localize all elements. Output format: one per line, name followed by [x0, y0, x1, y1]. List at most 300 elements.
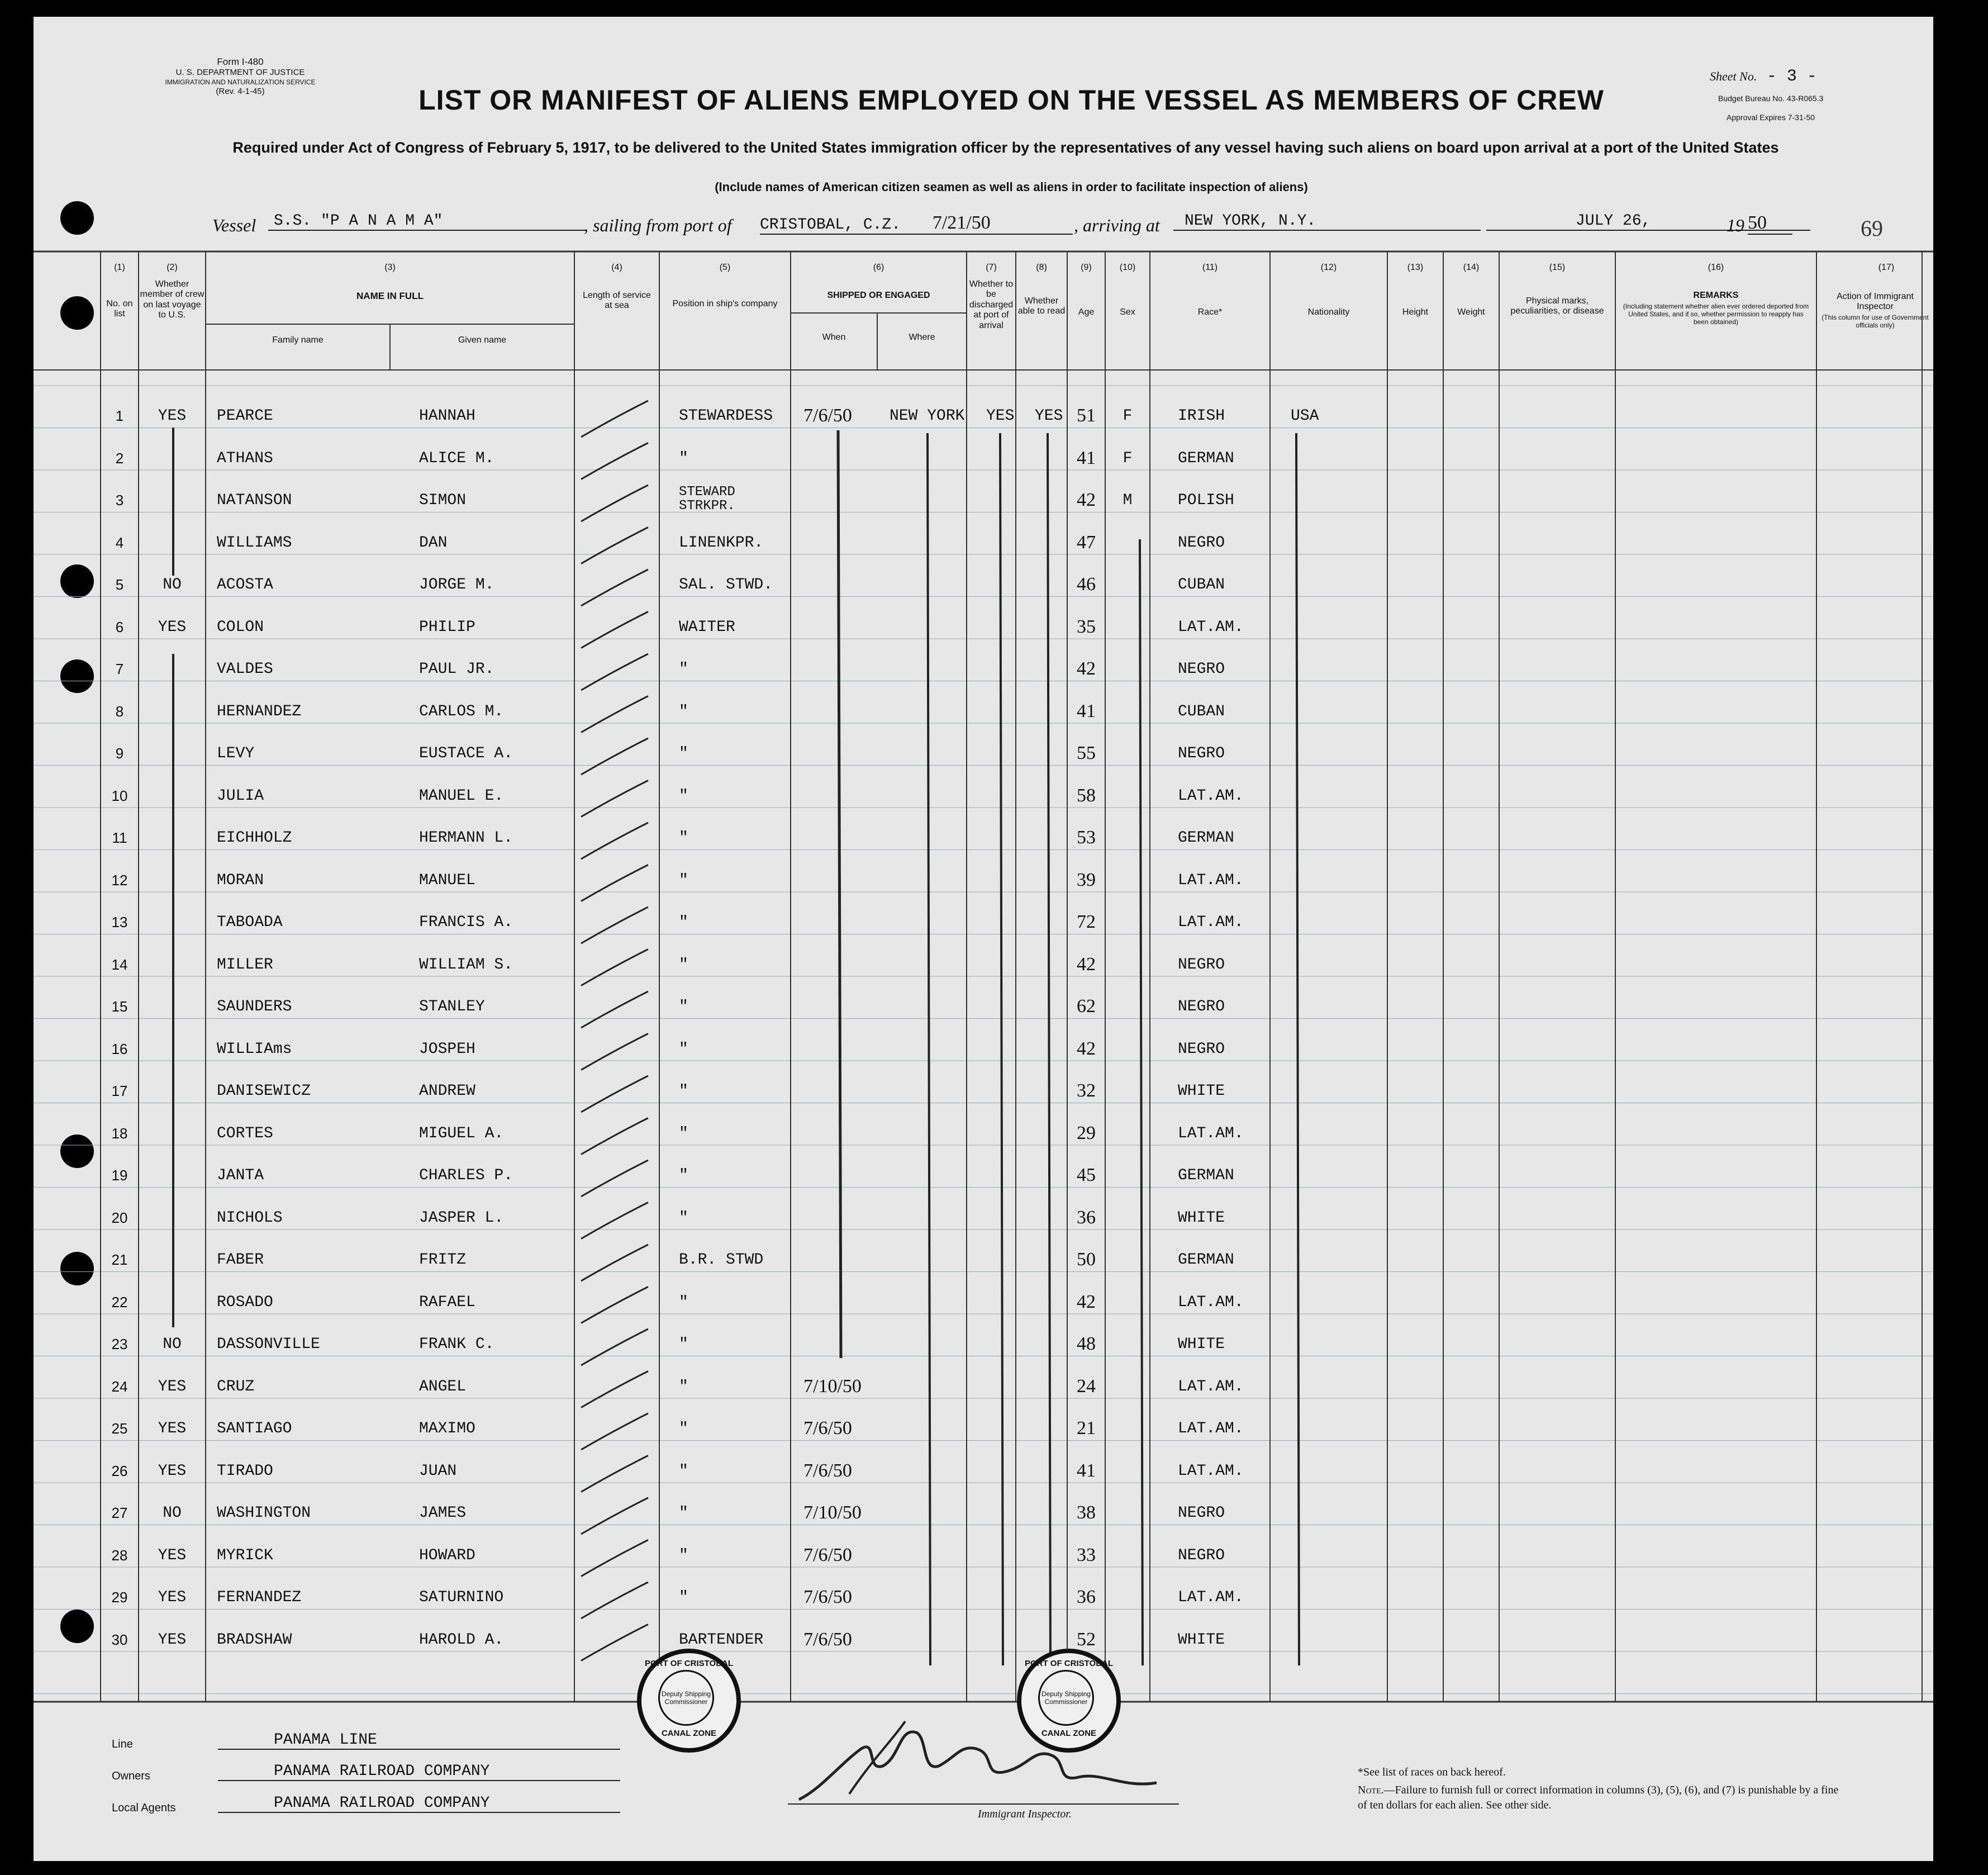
pen-stroke — [581, 401, 648, 437]
col5-number: (5) — [719, 263, 731, 272]
cell-no: 15 — [111, 998, 128, 1015]
cell-given: HANNAH — [419, 407, 475, 425]
cell-position: " — [679, 1124, 688, 1142]
col15-number: (15) — [1549, 263, 1566, 272]
col16-subheader: (Including statement whether alien ever ordered deported from United States, and if so, whether permission to reapply has been obtained) — [1623, 302, 1809, 326]
sheet-label: Sheet No. — [1710, 69, 1757, 83]
cell-position: " — [679, 661, 688, 678]
pen-stroke — [1000, 433, 1003, 1665]
col8-number: (8) — [1036, 263, 1047, 272]
cell-age: 36 — [1077, 1587, 1096, 1607]
cell-family: LEVY — [217, 745, 255, 762]
port-stamp — [637, 1649, 741, 1753]
form-service: IMMIGRATION AND NATURALIZATION SERVICE — [165, 78, 316, 86]
cell-race: NEGRO — [1178, 956, 1225, 974]
cell-given: ALICE M. — [419, 449, 494, 467]
cell-position: B.R. STWD — [679, 1251, 764, 1269]
cell-no: 18 — [111, 1124, 128, 1142]
col3-given-header: Given name — [458, 335, 507, 345]
cell-when: 7/6/50 — [803, 1587, 852, 1607]
pen-stroke — [581, 1160, 648, 1197]
cell-race: NEGRO — [1178, 661, 1225, 678]
cell-last: YES — [158, 1420, 187, 1437]
pen-stroke — [581, 1625, 648, 1661]
sheet-value: - 3 - — [1766, 67, 1817, 86]
cell-last: YES — [158, 1589, 187, 1606]
cell-position: STEWARDESS — [679, 407, 773, 425]
col6-number: (6) — [873, 263, 884, 272]
cell-no: 19 — [111, 1167, 128, 1184]
cell-family: WASHINGTON — [217, 1504, 311, 1522]
cell-sex: F — [1123, 407, 1133, 425]
cell-race: LAT.AM. — [1178, 787, 1244, 805]
col8-header: Whether able to read — [1017, 296, 1066, 316]
cell-race: LAT.AM. — [1178, 1420, 1244, 1437]
cell-no: 13 — [111, 914, 128, 931]
cell-position: " — [679, 829, 688, 847]
cell-position: STEWARD STRKPR. — [679, 485, 735, 514]
col11-number: (11) — [1202, 263, 1218, 272]
pen-stroke — [581, 528, 648, 564]
pen-stroke — [581, 1498, 648, 1534]
include-note: (Include names of American citizen seamen as well as aliens in order to facilitate inspection of aliens) — [715, 180, 1308, 194]
cell-given: ANGEL — [419, 1378, 467, 1395]
cell-no: 14 — [111, 956, 128, 973]
stamp-ring-top: PORT OF CRISTOBAL — [644, 1659, 734, 1668]
cell-age: 62 — [1077, 996, 1096, 1017]
cell-where: NEW YORK — [890, 407, 965, 425]
cell-given: JASPER L. — [419, 1209, 504, 1227]
pen-stroke — [581, 738, 648, 775]
footer-agents-value: PANAMA RAILROAD COMPANY — [218, 1795, 620, 1813]
page-mark: 69 — [1861, 216, 1883, 241]
cell-race: LAT.AM. — [1178, 618, 1244, 636]
cell-no: 30 — [111, 1631, 128, 1648]
cell-read: YES — [1035, 407, 1063, 425]
page-title: LIST OR MANIFEST OF ALIENS EMPLOYED ON THE VESSEL AS MEMBERS OF CREW — [418, 84, 1604, 116]
stamp-center: Deputy Shipping Commissioner — [658, 1670, 714, 1726]
arriving-label: , arriving at — [1074, 215, 1160, 235]
cell-family: FERNANDEZ — [217, 1589, 302, 1606]
cell-age: 72 — [1077, 912, 1096, 932]
pen-stroke — [581, 1540, 648, 1577]
cell-when: 7/6/50 — [803, 1544, 852, 1565]
cell-given: MIGUEL A. — [419, 1124, 504, 1142]
cell-sex: F — [1123, 449, 1133, 467]
footer-owners-value: PANAMA RAILROAD COMPANY — [218, 1763, 620, 1781]
cell-race: CUBAN — [1178, 576, 1225, 594]
cell-race: NEGRO — [1178, 1546, 1225, 1564]
cell-family: TABOADA — [217, 914, 283, 931]
col13-number: (13) — [1407, 263, 1424, 272]
cell-position: " — [679, 998, 688, 1015]
col5-header: Position in ship's company — [672, 299, 778, 308]
pen-stroke — [581, 1582, 648, 1618]
cell-last: YES — [158, 1462, 187, 1480]
cell-position: BARTENDER — [679, 1631, 764, 1649]
approval-expires: Approval Expires 7-31-50 — [1727, 113, 1815, 122]
arrival-port: NEW YORK, N.Y. — [1173, 212, 1481, 231]
cell-family: SAUNDERS — [217, 998, 292, 1015]
pen-stroke — [1048, 433, 1050, 1665]
cell-when: 7/6/50 — [803, 1629, 852, 1650]
cell-race: WHITE — [1178, 1083, 1225, 1100]
cell-given: WILLIAM S. — [419, 956, 513, 974]
cell-no: 9 — [115, 745, 124, 762]
cell-given: FRITZ — [419, 1251, 467, 1269]
cell-given: JOSPEH — [419, 1040, 475, 1058]
manifest-sheet — [34, 17, 1933, 1861]
cell-family: ROSADO — [217, 1293, 273, 1311]
col2-number: (2) — [167, 263, 178, 272]
cell-position: " — [679, 1504, 688, 1522]
col6-header: SHIPPED OR ENGAGED — [827, 291, 930, 300]
cell-family: MYRICK — [217, 1546, 273, 1564]
col11-header: Race* — [1197, 307, 1223, 317]
col7-number: (7) — [986, 263, 997, 272]
cell-age: 50 — [1077, 1249, 1096, 1270]
stamp-ring-bottom: CANAL ZONE — [661, 1729, 717, 1738]
cell-position: " — [679, 787, 688, 805]
pen-stroke — [581, 569, 648, 606]
cell-position: " — [679, 914, 688, 931]
cell-age: 58 — [1077, 785, 1096, 806]
cell-race: GERMAN — [1178, 1167, 1234, 1184]
pen-stroke — [581, 485, 648, 521]
cell-race: GERMAN — [1178, 829, 1234, 847]
pen-stroke — [581, 654, 648, 690]
cell-position: " — [679, 1209, 688, 1227]
cell-age: 32 — [1077, 1080, 1096, 1101]
cell-last: YES — [158, 618, 187, 636]
cell-family: WILLIAms — [217, 1040, 292, 1058]
pen-stroke — [581, 1456, 648, 1492]
cell-race: IRISH — [1178, 407, 1225, 425]
col3-family-header: Family name — [272, 335, 324, 345]
cell-family: DANISEWICZ — [217, 1083, 311, 1100]
cell-no: 11 — [112, 829, 127, 846]
fine-note — [1358, 1783, 1849, 1813]
cell-when: 7/6/50 — [803, 405, 852, 426]
pen-stroke — [581, 1118, 648, 1155]
cell-given: FRANCIS A. — [419, 914, 513, 931]
cell-position: " — [679, 1462, 688, 1480]
cell-given: ANDREW — [419, 1083, 475, 1100]
cell-race: LAT.AM. — [1178, 914, 1244, 931]
pen-stroke — [581, 823, 648, 859]
pen-stroke — [581, 1329, 648, 1365]
cell-race: GERMAN — [1178, 449, 1234, 467]
races-note: *See list of races on back hereof. — [1358, 1766, 1506, 1778]
sailing-label: , sailing from port of — [584, 215, 732, 235]
arrival-date: JULY 26, — [1486, 212, 1810, 231]
cell-family: HERNANDEZ — [217, 702, 302, 720]
cell-age: 45 — [1077, 1165, 1096, 1185]
col3-number: (3) — [384, 263, 396, 272]
cell-age: 55 — [1077, 743, 1096, 763]
cell-no: 27 — [111, 1504, 128, 1521]
col12-header: Nationality — [1307, 307, 1350, 317]
cell-given: RAFAEL — [419, 1293, 475, 1311]
cell-given: FRANK C. — [419, 1336, 494, 1353]
cell-race: WHITE — [1178, 1209, 1225, 1227]
cell-when: 7/10/50 — [803, 1375, 862, 1397]
cell-last: NO — [163, 576, 182, 594]
footer-agents-label: Local Agents — [112, 1802, 176, 1814]
cell-last: YES — [158, 1378, 187, 1395]
pen-stroke — [581, 1034, 648, 1070]
cell-race: NEGRO — [1178, 745, 1225, 762]
cell-given: EUSTACE A. — [419, 745, 513, 762]
cell-position: " — [679, 1083, 688, 1100]
cell-age: 24 — [1077, 1375, 1096, 1397]
cell-age: 41 — [1077, 1460, 1096, 1481]
cell-race: LAT.AM. — [1178, 1124, 1244, 1142]
cell-position: " — [679, 1589, 688, 1606]
cell-family: TIRADO — [217, 1462, 273, 1480]
cell-family: EICHHOLZ — [217, 829, 292, 847]
cell-position: WAITER — [679, 618, 735, 636]
cell-age: 35 — [1077, 616, 1096, 637]
cell-last: NO — [163, 1504, 182, 1522]
cell-race: NEGRO — [1178, 998, 1225, 1015]
col6-when-header: When — [822, 333, 846, 342]
cell-family: WILLIAMS — [217, 534, 292, 552]
cell-family: BRADSHAW — [217, 1631, 292, 1649]
cell-position: " — [679, 1167, 688, 1184]
cell-position: " — [679, 956, 688, 974]
cell-race: NEGRO — [1178, 1040, 1225, 1058]
cell-age: 21 — [1077, 1418, 1096, 1439]
cell-race: WHITE — [1178, 1336, 1225, 1353]
stamp-ring-top: PORT OF CRISTOBAL — [1024, 1659, 1114, 1668]
cell-no: 28 — [111, 1546, 128, 1564]
sailing-date: 7/21/50 — [932, 212, 991, 233]
col15-header: Physical marks, peculiarities, or disease — [1510, 296, 1604, 316]
cell-age: 52 — [1077, 1629, 1096, 1650]
cell-when: 7/10/50 — [803, 1502, 862, 1523]
cell-age: 47 — [1077, 531, 1096, 553]
cell-given: CARLOS M. — [419, 702, 504, 720]
sailing-port-name: CRISTOBAL, C.Z. — [760, 216, 901, 234]
cell-when: 7/6/50 — [803, 1460, 852, 1481]
cell-age: 42 — [1077, 1291, 1096, 1312]
col17-header: Action of Immigrant Inspector — [1837, 292, 1914, 312]
cell-race: LAT.AM. — [1178, 1378, 1244, 1395]
cell-position: " — [679, 1420, 688, 1437]
cell-given: JAMES — [419, 1504, 467, 1522]
cell-last: NO — [163, 1336, 182, 1353]
cell-given: HOWARD — [419, 1546, 475, 1564]
cell-race: NEGRO — [1178, 534, 1225, 552]
pen-stroke — [581, 950, 648, 986]
cell-given: SATURNINO — [419, 1589, 504, 1606]
cell-family: JANTA — [217, 1167, 264, 1184]
cell-race: LAT.AM. — [1178, 1293, 1244, 1311]
form-department: U. S. DEPARTMENT OF JUSTICE — [175, 68, 305, 78]
cell-family: DASSONVILLE — [217, 1336, 320, 1353]
pen-stroke — [581, 1203, 648, 1239]
pen-stroke — [581, 696, 648, 733]
col12-number: (12) — [1320, 263, 1337, 272]
cell-given: JUAN — [419, 1462, 457, 1480]
cell-given: DAN — [419, 534, 448, 552]
cell-position: " — [679, 871, 688, 889]
cell-family: SANTIAGO — [217, 1420, 292, 1437]
cell-race: CUBAN — [1178, 702, 1225, 720]
pen-stroke — [581, 1076, 648, 1112]
cell-given: MAXIMO — [419, 1420, 475, 1437]
cell-family: MORAN — [217, 871, 264, 889]
stamp-center: Deputy Shipping Commissioner — [1038, 1670, 1094, 1726]
cell-last: YES — [158, 1631, 187, 1649]
cell-age: 53 — [1077, 827, 1096, 848]
cell-no: 12 — [111, 871, 128, 889]
col1-header: No. on list — [106, 299, 133, 319]
cell-given: MANUEL E. — [419, 787, 504, 805]
cell-race: GERMAN — [1178, 1251, 1234, 1269]
cell-position: " — [679, 1378, 688, 1395]
cell-position: " — [679, 1336, 688, 1353]
cell-family: ATHANS — [217, 449, 273, 467]
col6-where-header: Where — [909, 333, 935, 342]
cell-when: 7/6/50 — [803, 1418, 852, 1439]
cell-given: SIMON — [419, 492, 467, 509]
cell-age: 46 — [1077, 574, 1096, 595]
cell-race: LAT.AM. — [1178, 871, 1244, 889]
cell-no: 17 — [111, 1083, 128, 1099]
cell-no: 29 — [111, 1589, 128, 1606]
col13-header: Height — [1402, 307, 1429, 317]
budget-bureau: Budget Bureau No. 43-R065.3 — [1718, 94, 1824, 103]
col4-number: (4) — [611, 263, 622, 272]
cell-position: " — [679, 702, 688, 720]
cell-position: LINENKPR. — [679, 534, 764, 552]
vessel-label: Vessel — [212, 215, 256, 235]
col10-number: (10) — [1119, 263, 1136, 272]
col3-header: NAME IN FULL — [356, 291, 424, 301]
col2-header: Whether member of crew on last voyage to U.S. — [140, 279, 204, 320]
pen-stroke — [1140, 539, 1143, 1665]
cell-given: JORGE M. — [419, 576, 494, 594]
cell-position: " — [679, 1293, 688, 1311]
col10-header: Sex — [1120, 307, 1135, 317]
cell-position: " — [679, 745, 688, 762]
form-number: Form I-480 — [217, 56, 264, 67]
inspector-label: Immigrant Inspector. — [978, 1808, 1072, 1820]
pen-stroke — [581, 1413, 648, 1450]
cell-no: 4 — [115, 534, 124, 551]
col9-header: Age — [1078, 307, 1095, 317]
handwritten-marks — [34, 17, 1933, 1861]
cell-no: 23 — [111, 1336, 128, 1352]
cell-no: 6 — [115, 618, 124, 635]
vessel-name: S.S. "P A N A M A" — [268, 212, 587, 231]
cell-no: 1 — [115, 407, 124, 424]
col16-number: (16) — [1708, 263, 1724, 272]
cell-position: " — [679, 449, 688, 467]
col16-header: REMARKS — [1693, 291, 1739, 300]
pen-stroke — [581, 612, 648, 648]
cell-race: POLISH — [1178, 492, 1234, 509]
pen-stroke — [581, 1245, 648, 1281]
form-revision: (Rev. 4-1-45) — [216, 87, 265, 96]
cell-age: 51 — [1077, 405, 1096, 426]
col1-number: (1) — [114, 263, 125, 272]
cell-age: 42 — [1077, 658, 1096, 679]
cell-age: 42 — [1077, 490, 1096, 510]
cell-no: 24 — [111, 1378, 128, 1395]
pen-stroke — [581, 1287, 648, 1323]
cell-family: NATANSON — [217, 492, 292, 509]
cell-age: 33 — [1077, 1544, 1096, 1565]
cell-no: 8 — [115, 702, 124, 720]
cell-family: NICHOLS — [217, 1209, 283, 1227]
pen-stroke — [581, 991, 648, 1028]
pen-stroke — [581, 1371, 648, 1408]
cell-age: 42 — [1077, 953, 1096, 975]
cell-given: CHARLES P. — [419, 1167, 513, 1184]
cell-discharged: YES — [986, 407, 1015, 425]
cell-family: PEARCE — [217, 407, 273, 425]
cell-nationality: USA — [1291, 407, 1319, 425]
pen-stroke — [838, 430, 841, 1358]
cell-age: 41 — [1077, 700, 1096, 721]
footer-line-value: PANAMA LINE — [218, 1731, 620, 1750]
pen-stroke — [1296, 433, 1299, 1665]
cell-given: MANUEL — [419, 871, 475, 889]
cell-position: " — [679, 1546, 688, 1564]
cell-given: HERMANN L. — [419, 829, 513, 847]
footer-line-label: Line — [112, 1738, 133, 1750]
cell-family: CORTES — [217, 1124, 273, 1142]
pen-stroke — [581, 781, 648, 817]
col17-subheader: (This column for use of Government officials only) — [1821, 314, 1929, 329]
cell-no: 21 — [111, 1251, 128, 1268]
cell-age: 41 — [1077, 447, 1096, 468]
pen-stroke — [581, 907, 648, 943]
cell-family: MILLER — [217, 956, 273, 974]
footer-owners-label: Owners — [112, 1770, 150, 1782]
col9-number: (9) — [1081, 263, 1092, 272]
cell-no: 3 — [115, 492, 124, 509]
fine-note-text: —Failure to furnish full or correct information in columns (3), (5), (6), and (7) is punishable by a fine of ten dollars for each alien. See other side. — [1358, 1784, 1839, 1811]
cell-race: NEGRO — [1178, 1504, 1225, 1522]
pen-stroke — [581, 443, 648, 480]
pen-stroke — [581, 865, 648, 901]
cell-no: 25 — [111, 1420, 128, 1437]
cell-position: SAL. STWD. — [679, 576, 773, 594]
cell-no: 7 — [115, 661, 124, 677]
cell-age: 38 — [1077, 1502, 1096, 1523]
cell-no: 2 — [115, 449, 124, 467]
cell-family: CRUZ — [217, 1378, 255, 1395]
cell-no: 10 — [111, 787, 128, 804]
cell-age: 48 — [1077, 1333, 1096, 1354]
col4-header: Length of service at sea — [583, 291, 651, 311]
year-prefix: 19 — [1727, 215, 1744, 235]
cell-race: LAT.AM. — [1178, 1462, 1244, 1480]
cell-given: HAROLD A. — [419, 1631, 504, 1649]
page-subtitle: Required under Act of Congress of February 5, 1917, to be delivered to the United States immigration officer by the representatives of any vessel having such aliens on board upon arrival at a port of the United States — [232, 139, 1779, 156]
cell-given: PHILIP — [419, 618, 475, 636]
cell-no: 5 — [115, 576, 124, 593]
cell-age: 39 — [1077, 869, 1096, 890]
cell-family: JULIA — [217, 787, 264, 805]
cell-last: YES — [158, 407, 187, 425]
cell-last: YES — [158, 1546, 187, 1564]
cell-race: LAT.AM. — [1178, 1589, 1244, 1606]
